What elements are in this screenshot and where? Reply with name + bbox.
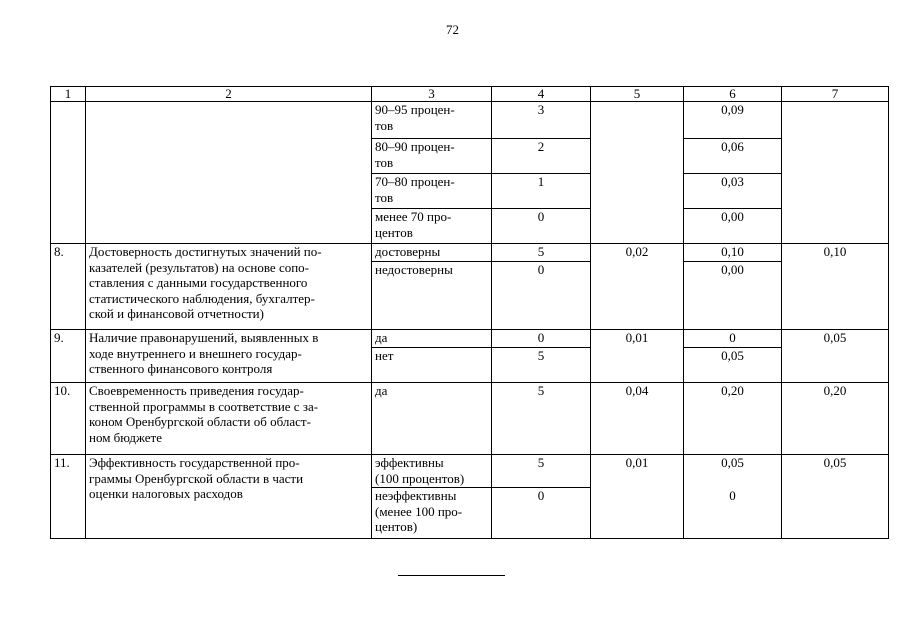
cell-num: 11. (51, 455, 86, 539)
cell-calc: 0 (684, 330, 782, 348)
cell-criterion: 70–80 процен- тов (372, 174, 492, 209)
cell-points: 5 (492, 348, 591, 383)
cell-calc: 0,05 (684, 348, 782, 383)
cell-calc: 0 (684, 488, 782, 539)
cell-name: Своевременность приведения государ- ственной программы в соответствие с за- коном Оренбургской области об област- ном бюджете (86, 383, 372, 455)
cell-points: 0 (492, 330, 591, 348)
cell-criterion: менее 70 про- центов (372, 209, 492, 244)
header-cell: 2 (86, 87, 372, 102)
footnote-divider (398, 575, 505, 576)
cell-result: 0,05 (782, 455, 889, 539)
cell-weight: 0,01 (591, 455, 684, 539)
cell-criterion: 80–90 процен- тов (372, 139, 492, 174)
header-cell: 7 (782, 87, 889, 102)
cell-name: Эффективность государственной про- граммы Оренбургской области в части оценки налоговых расходов (86, 455, 372, 539)
cell-calc: 0,06 (684, 139, 782, 174)
table-row (51, 102, 889, 139)
cell-points: 2 (492, 139, 591, 174)
cell-num: 9. (51, 330, 86, 383)
cell-num: 10. (51, 383, 86, 455)
cell-points: 3 (492, 102, 591, 139)
cell-calc: 0,00 (684, 262, 782, 330)
cell-weight: 0,02 (591, 244, 684, 330)
cell-result: 0,05 (782, 330, 889, 383)
cell-criterion: достоверны (372, 244, 492, 262)
cell-calc: 0,00 (684, 209, 782, 244)
cell-result: 0,20 (782, 383, 889, 455)
cell-calc: 0,05 (684, 455, 782, 488)
cell-criterion: 90–95 процен- тов (372, 102, 492, 139)
header-cell: 4 (492, 87, 591, 102)
cell-weight: 0,04 (591, 383, 684, 455)
cell-num (51, 102, 86, 244)
cell-calc: 0,09 (684, 102, 782, 139)
cell-criterion: недостоверны (372, 262, 492, 330)
cell-calc: 0,10 (684, 244, 782, 262)
cell-criterion: да (372, 383, 492, 455)
header-cell: 1 (51, 87, 86, 102)
header-cell: 5 (591, 87, 684, 102)
cell-name (86, 102, 372, 244)
cell-points: 0 (492, 488, 591, 539)
table-row (51, 330, 889, 348)
header-cell: 3 (372, 87, 492, 102)
cell-criterion: эффективны (100 процентов) (372, 455, 492, 488)
cell-criterion: неэффективны (менее 100 про- центов) (372, 488, 492, 539)
cell-criterion: да (372, 330, 492, 348)
cell-result: 0,10 (782, 244, 889, 330)
cell-points: 5 (492, 383, 591, 455)
table-row (51, 383, 889, 455)
cell-result (782, 102, 889, 244)
cell-points: 5 (492, 244, 591, 262)
table-row (51, 455, 889, 488)
table-header-row (51, 87, 889, 102)
evaluation-table (50, 86, 889, 539)
cell-weight: 0,01 (591, 330, 684, 383)
header-cell: 6 (684, 87, 782, 102)
page-number: 72 (446, 22, 459, 37)
cell-points: 5 (492, 455, 591, 488)
cell-criterion: нет (372, 348, 492, 383)
table-row (51, 244, 889, 262)
cell-name: Достоверность достигнутых значений по- казателей (результатов) на основе сопо- ставления с данными государственного статистического наблюдения, бухгалтер- ской и финансовой отчетности) (86, 244, 372, 330)
cell-name: Наличие правонарушений, выявленных в ходе внутреннего и внешнего государ- ственного финансового контроля (86, 330, 372, 383)
cell-points: 0 (492, 262, 591, 330)
cell-points: 0 (492, 209, 591, 244)
cell-num: 8. (51, 244, 86, 330)
cell-points: 1 (492, 174, 591, 209)
cell-calc: 0,03 (684, 174, 782, 209)
cell-weight (591, 102, 684, 244)
cell-calc: 0,20 (684, 383, 782, 455)
